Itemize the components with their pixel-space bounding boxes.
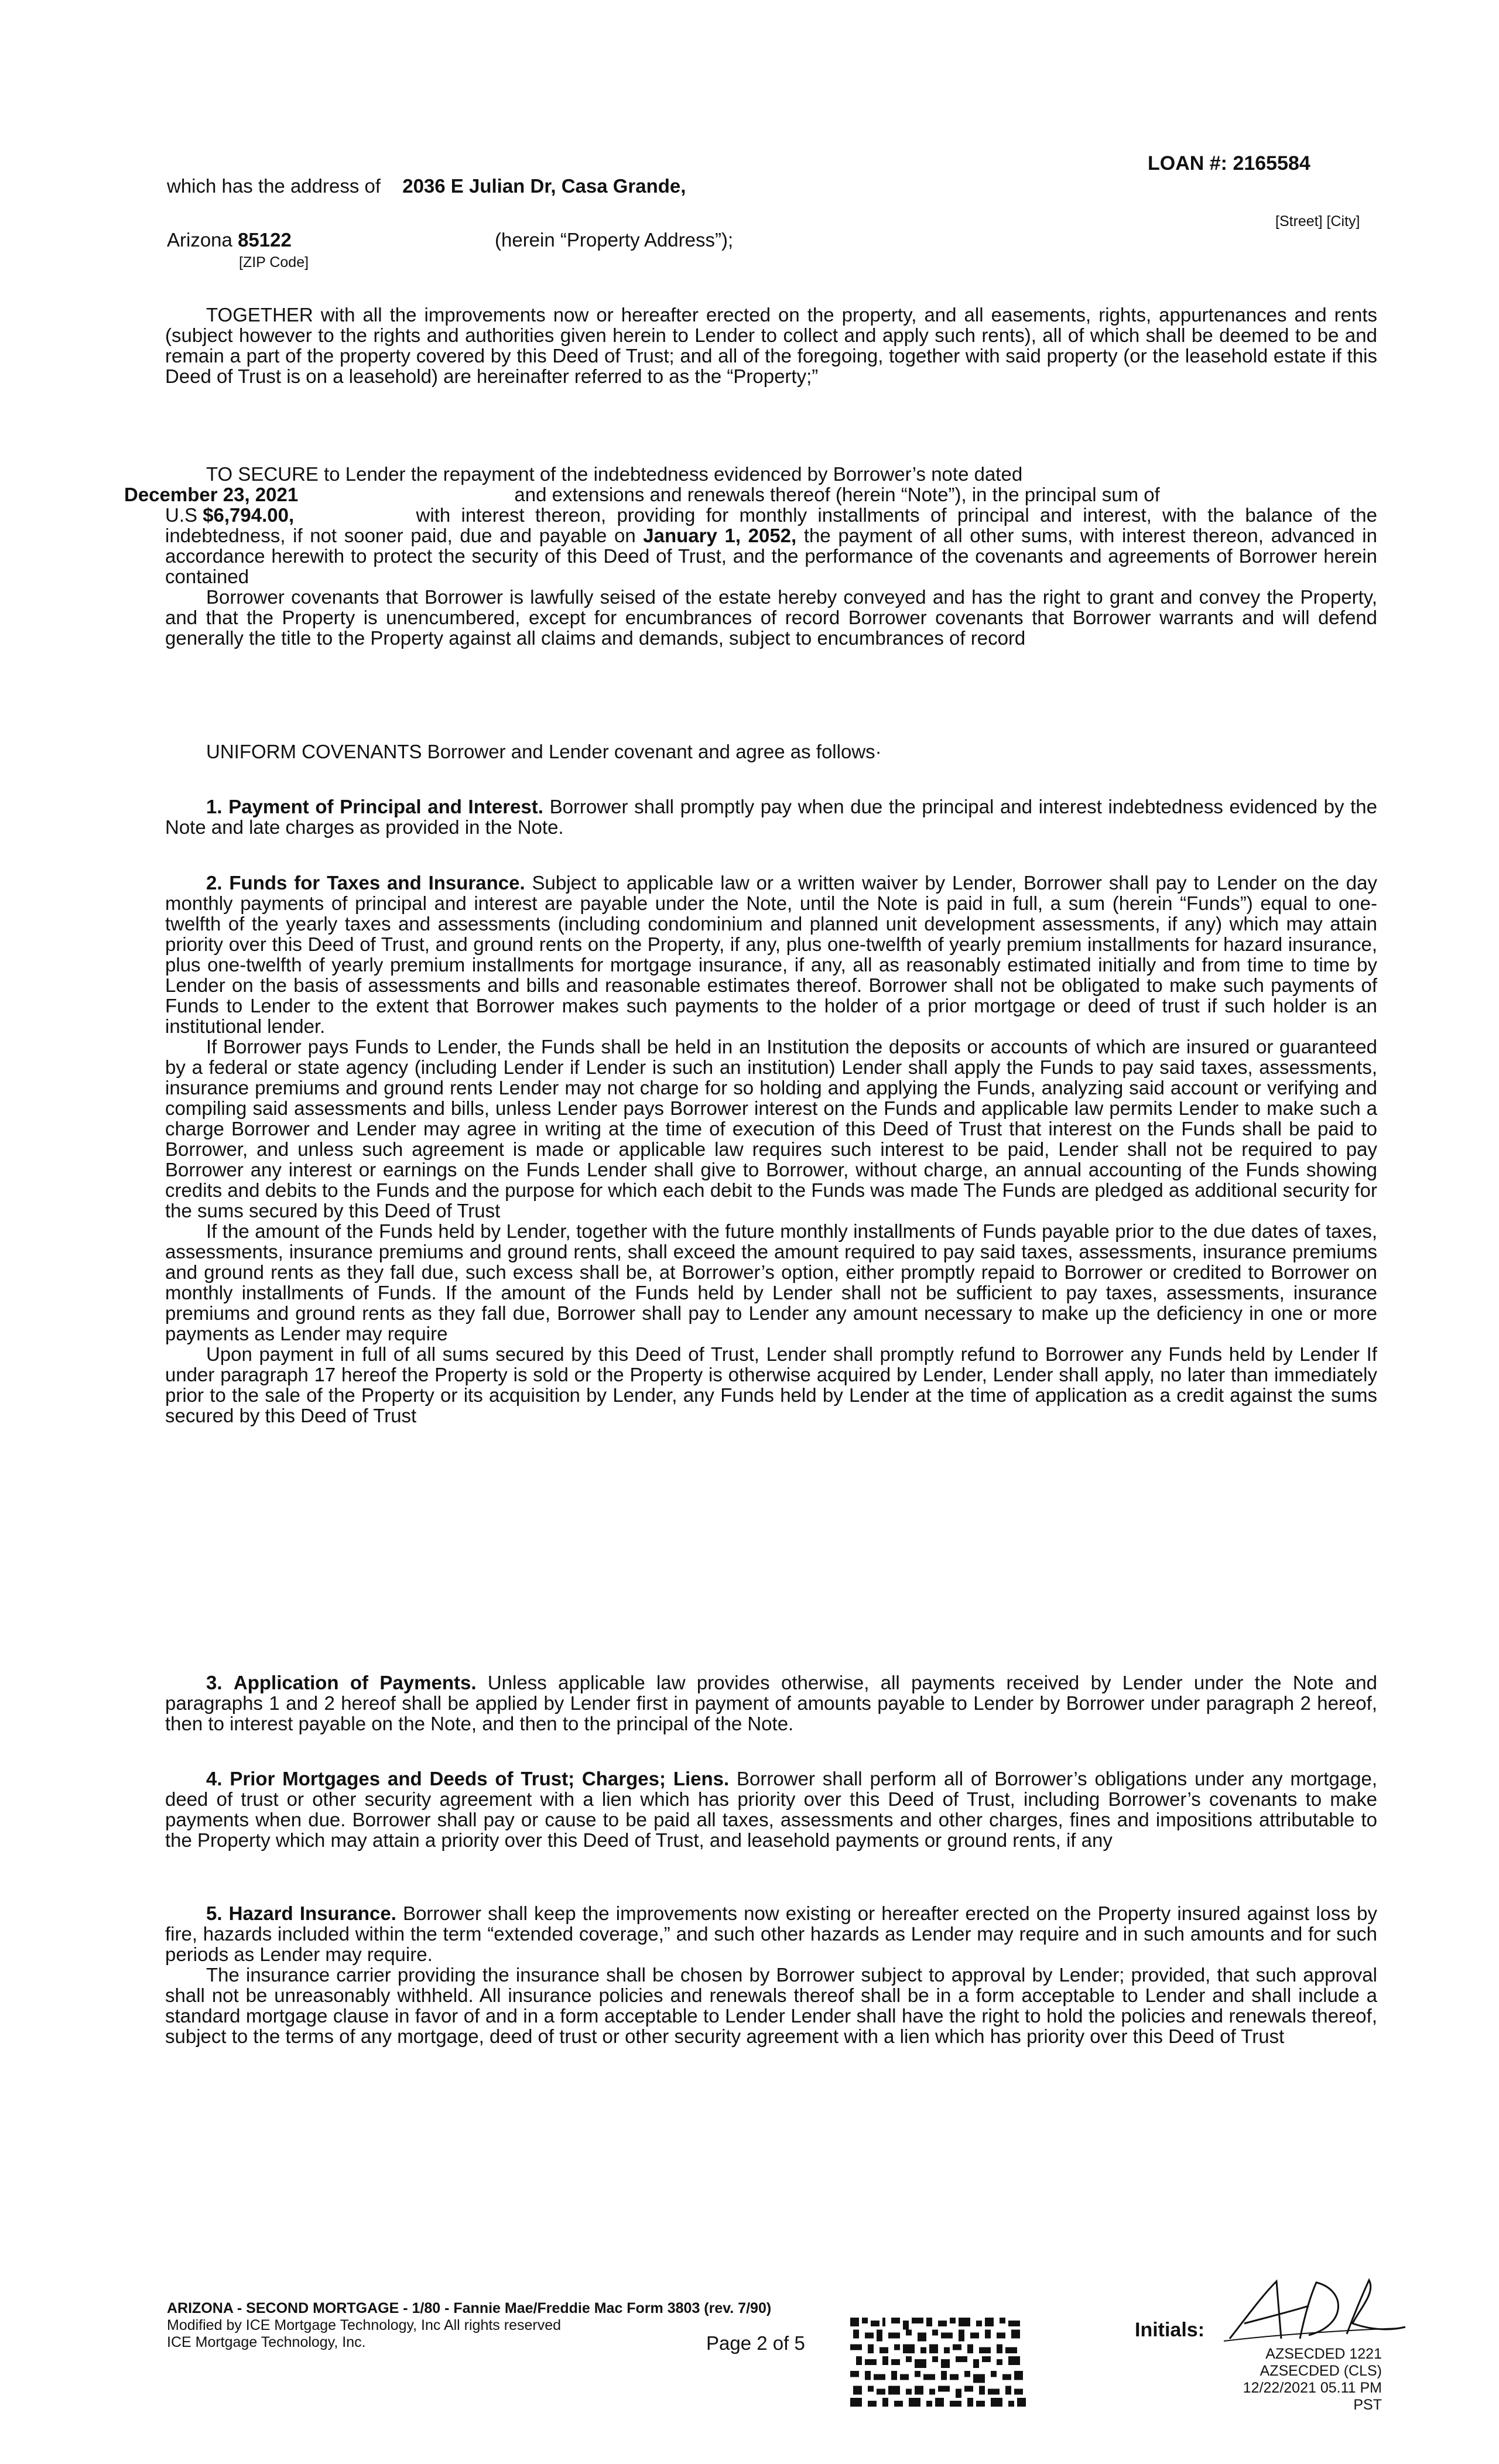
section-1-paragraph bbox=[165, 796, 1377, 837]
section-2 bbox=[165, 872, 1377, 1426]
loan-number: 2165584 bbox=[1233, 152, 1310, 174]
section-5-paragraph-1 bbox=[165, 1903, 1377, 1965]
barcode-icon bbox=[850, 2318, 1026, 2407]
timestamp: 12/22/2021 05.11 PM PST bbox=[1243, 2380, 1382, 2413]
address-intro: which has the address of bbox=[167, 175, 381, 197]
modified-by: Modified by ICE Mortgage Technology, Inc All rights reserved bbox=[167, 2317, 562, 2333]
section-4-text: Borrower shall perform all of Borrower’s obligations under any mortgage, deed of trust or other security agreement with a lien which has priority over this Deed of Trust, including Borrower’s covenants to make payments when due. Borrower shall pay or cause to be paid all taxes, assessments and other charges, fines and impositions attributable to the Property which may attain a priority over this Deed of Trust, and leasehold payments or ground rents, if any bbox=[165, 1768, 1378, 1851]
section-2-number: 2. bbox=[206, 872, 223, 894]
section-2-paragraph-2: If Borrower pays Funds to Lender, the Funds shall be held in an Institution the deposits or accounts of which are insured or guaranteed by a federal or state agency (including Lender if Lender is such an institution) Lender shall apply the Funds to pay said taxes, assessments, insurance premiums and ground rents Lender may not charge for so holding and applying the Funds, analyzing said account or verifying and compiling said assessments and bills, unless Lender pays Borrower interest on the Funds and applicable law permits Lender to make such a charge Borrower and Lender may agree in writing at the time of execution of this Deed of Trust that interest on the Funds shall be paid to Borrower, and unless such agreement is made or applicable law requires such interest to be paid, Lender shall not be required to pay Borrower any interest or earnings on the Funds Lender shall give to Borrower, without charge, an annual accounting of the Funds showing credits and debits to the Funds and the purpose for which each debit to the Funds was made The Funds are pledged as additional security for the sums secured by this Deed of Trust bbox=[165, 1036, 1377, 1221]
secure-paragraph bbox=[124, 463, 1377, 649]
address-line bbox=[167, 176, 686, 196]
borrower-covenants-text: Borrower covenants that Borrower is lawfully seised of the estate hereby conveyed and has the right to grant and convey the Property, and that the Property is unencumbered, except for encumbrances of record Borrower covenants that Borrower warrants and will defend generally the title to the Property against all claims and demands, subject to encumbrances of record bbox=[165, 586, 1377, 649]
note-date: December 23, 2021 bbox=[124, 484, 299, 505]
secure-text bbox=[124, 463, 1377, 587]
doc-code-2: AZSECDED (CLS) bbox=[1260, 2363, 1382, 2379]
section-4 bbox=[165, 1768, 1377, 1850]
section-4-number: 4. bbox=[206, 1768, 223, 1789]
section-1-text: Borrower shall promptly pay when due the principal and interest indebtedness evidenced by the Note and late charges as provided in the Note. bbox=[165, 796, 1378, 838]
secure-remainder: the payment of all other sums, with interest thereon, advanced in accordance herewith to protect the security of this Deed of Trust, and the performance of the covenants and agreements of Borrower herein contained bbox=[165, 525, 1377, 587]
section-2-paragraph-1 bbox=[165, 872, 1377, 1036]
secure-line3: with interest thereon, providing for monthly installments of principal and interest, with the balance of the indebtedness, if not sooner paid, due and payable on bbox=[165, 504, 1377, 546]
currency-prefix: U.S bbox=[165, 504, 198, 526]
initials-label: Initials: bbox=[1135, 2319, 1205, 2341]
property-address-text: (herein “Property Address”); bbox=[495, 229, 734, 251]
loan-label: LOAN #: bbox=[1148, 152, 1227, 174]
section-2-title: Funds for Taxes and Insurance. bbox=[229, 872, 525, 894]
section-1-title: Payment of Principal and Interest. bbox=[228, 796, 543, 817]
secure-line2: and extensions and renewals thereof (herein “Note”), in the principal sum of bbox=[514, 484, 1160, 505]
footer-right bbox=[1230, 2346, 1382, 2414]
section-2-paragraph-4: Upon payment in full of all sums secured by this Deed of Trust, Lender shall promptly refund to Borrower any Funds held by Lender If under paragraph 17 hereof the Property is sold or the Property is otherwise acquired by Lender, Lender shall apply, no later than immediately prior to the sale of the Property or its acquisition by Lender, any Funds held by Lender at the time of application as a credit against the sums secured by this Deed of Trust bbox=[165, 1343, 1377, 1426]
section-3-title: Application of Payments. bbox=[233, 1672, 477, 1693]
maturity-date: January 1, 2052, bbox=[643, 525, 797, 546]
initials-signature-icon bbox=[1212, 2270, 1411, 2352]
doc-code-1: AZSECDED 1221 bbox=[1265, 2346, 1382, 2362]
section-3-paragraph bbox=[165, 1672, 1377, 1734]
section-5-text-1: Borrower shall keep the improvements now existing or hereafter erected on the Property insured against loss by fire, hazards included within the term “extended coverage,” and such other hazards as Lender may require and in such amounts and for such periods as Lender may require. bbox=[165, 1902, 1377, 1965]
zip-caption: [ZIP Code] bbox=[239, 254, 309, 271]
zip-code: 85122 bbox=[238, 229, 292, 251]
section-4-title: Prior Mortgages and Deeds of Trust; Charges; Liens. bbox=[230, 1768, 730, 1789]
section-1 bbox=[165, 796, 1377, 837]
together-text: TOGETHER with all the improvements now or hereafter erected on the property, and all easements, rights, appurtenances and rents (subject however to the rights and authorities given herein to Lender to collect and apply such rents), all of which shall be deemed to be and remain a part of the property covered by this Deed of Trust; and all of the foregoing, together with said property (or the leasehold estate if this Deed of Trust is on a leasehold) are hereinafter referred to as the “Property;” bbox=[165, 304, 1377, 387]
section-5-title: Hazard Insurance. bbox=[228, 1902, 396, 1924]
section-5-number: 5. bbox=[206, 1902, 223, 1924]
street-city-caption: [Street] [City] bbox=[1275, 213, 1360, 230]
section-5-paragraph-2: The insurance carrier providing the insurance shall be chosen by Borrower subject to approval by Lender; provided, that such approval shall not be unreasonably withheld. All insurance policies and renewals thereof shall be in a form acceptable to Lender and shall include a standard mortgage clause in favor of and in a form acceptable to Lender Lender shall have the right to hold the policies and renewals thereof, subject to the terms of any mortgage, deed of trust or other security agreement with a lien which has priority over this Deed of Trust bbox=[165, 1964, 1377, 2047]
section-5 bbox=[165, 1903, 1377, 2047]
principal-sum: $6,794.00, bbox=[203, 504, 295, 526]
uniform-covenants bbox=[165, 741, 1377, 762]
section-2-text-1: Subject to applicable law or a written waiver by Lender, Borrower shall pay to Lender on the day monthly payments of principal and interest are payable under the Note, until the Note is paid in full, a sum (herein “Funds”) equal to one-twelfth of the yearly taxes and assessments (including condominium and planned unit development assessments, if any) which may attain priority over this Deed of Trust, and ground rents on the Property, if any, plus one-twelfth of yearly premium installments for hazard insurance, plus one-twelfth of yearly premium installments for mortgage insurance, if any, all as reasonably estimated initially and from time to time by Lender on the basis of assessments and bills and reasonable estimates thereof. Borrower shall not be obligated to make such payments of Funds to Lender to the extent that Borrower makes such payments to the holder of a prior mortgage or deed of trust if such holder is an institutional lender. bbox=[165, 872, 1377, 1037]
section-3-text: Unless applicable law provides otherwise, all payments received by Lender under the Note and paragraphs 1 and 2 hereof shall be applied by Lender first in payment of amounts payable to Lender by Borrower under paragraph 2 hereof, then to interest payable on the Note, and then to the principal of the Note. bbox=[165, 1672, 1377, 1734]
together-paragraph bbox=[165, 304, 1377, 386]
section-3 bbox=[165, 1672, 1377, 1734]
uniform-covenants-text: UNIFORM COVENANTS Borrower and Lender covenant and agree as follows· bbox=[206, 741, 882, 762]
section-2-paragraph-3: If the amount of the Funds held by Lender, together with the future monthly installments of Funds payable prior to the due dates of taxes, assessments, insurance premiums and ground rents, shall exceed the amount required to pay said taxes, assessments, insurance premiums and ground rents as they fall due, such excess shall be, at Borrower’s option, either promptly repaid to Borrower or credited to Borrower on monthly installments of Funds. If the amount of the Funds held by Lender shall not be sufficient to pay taxes, assessments, insurance premiums and ground rents as they fall due, Borrower shall pay to Lender any amount necessary to make up the deficiency in one or more payments as Lender may require bbox=[165, 1220, 1377, 1344]
state-zip-line bbox=[167, 230, 292, 250]
form-title: ARIZONA - SECOND MORTGAGE - 1/80 - Fannie Mae/Freddie Mac Form 3803 (rev. 7/90) bbox=[167, 2300, 772, 2316]
footer-left bbox=[167, 2300, 928, 2354]
section-1-number: 1. bbox=[206, 796, 223, 817]
state: Arizona bbox=[167, 229, 232, 251]
company-name: ICE Mortgage Technology, Inc. bbox=[167, 2334, 366, 2350]
street-city: 2036 E Julian Dr, Casa Grande, bbox=[402, 175, 686, 197]
loan-number-line bbox=[1148, 153, 1310, 174]
secure-line1: TO SECURE to Lender the repayment of the indebtedness evidenced by Borrower’s note dated bbox=[206, 463, 1023, 485]
section-3-number: 3. bbox=[206, 1672, 223, 1693]
section-4-paragraph bbox=[165, 1768, 1377, 1850]
page-number: Page 2 of 5 bbox=[706, 2332, 805, 2354]
